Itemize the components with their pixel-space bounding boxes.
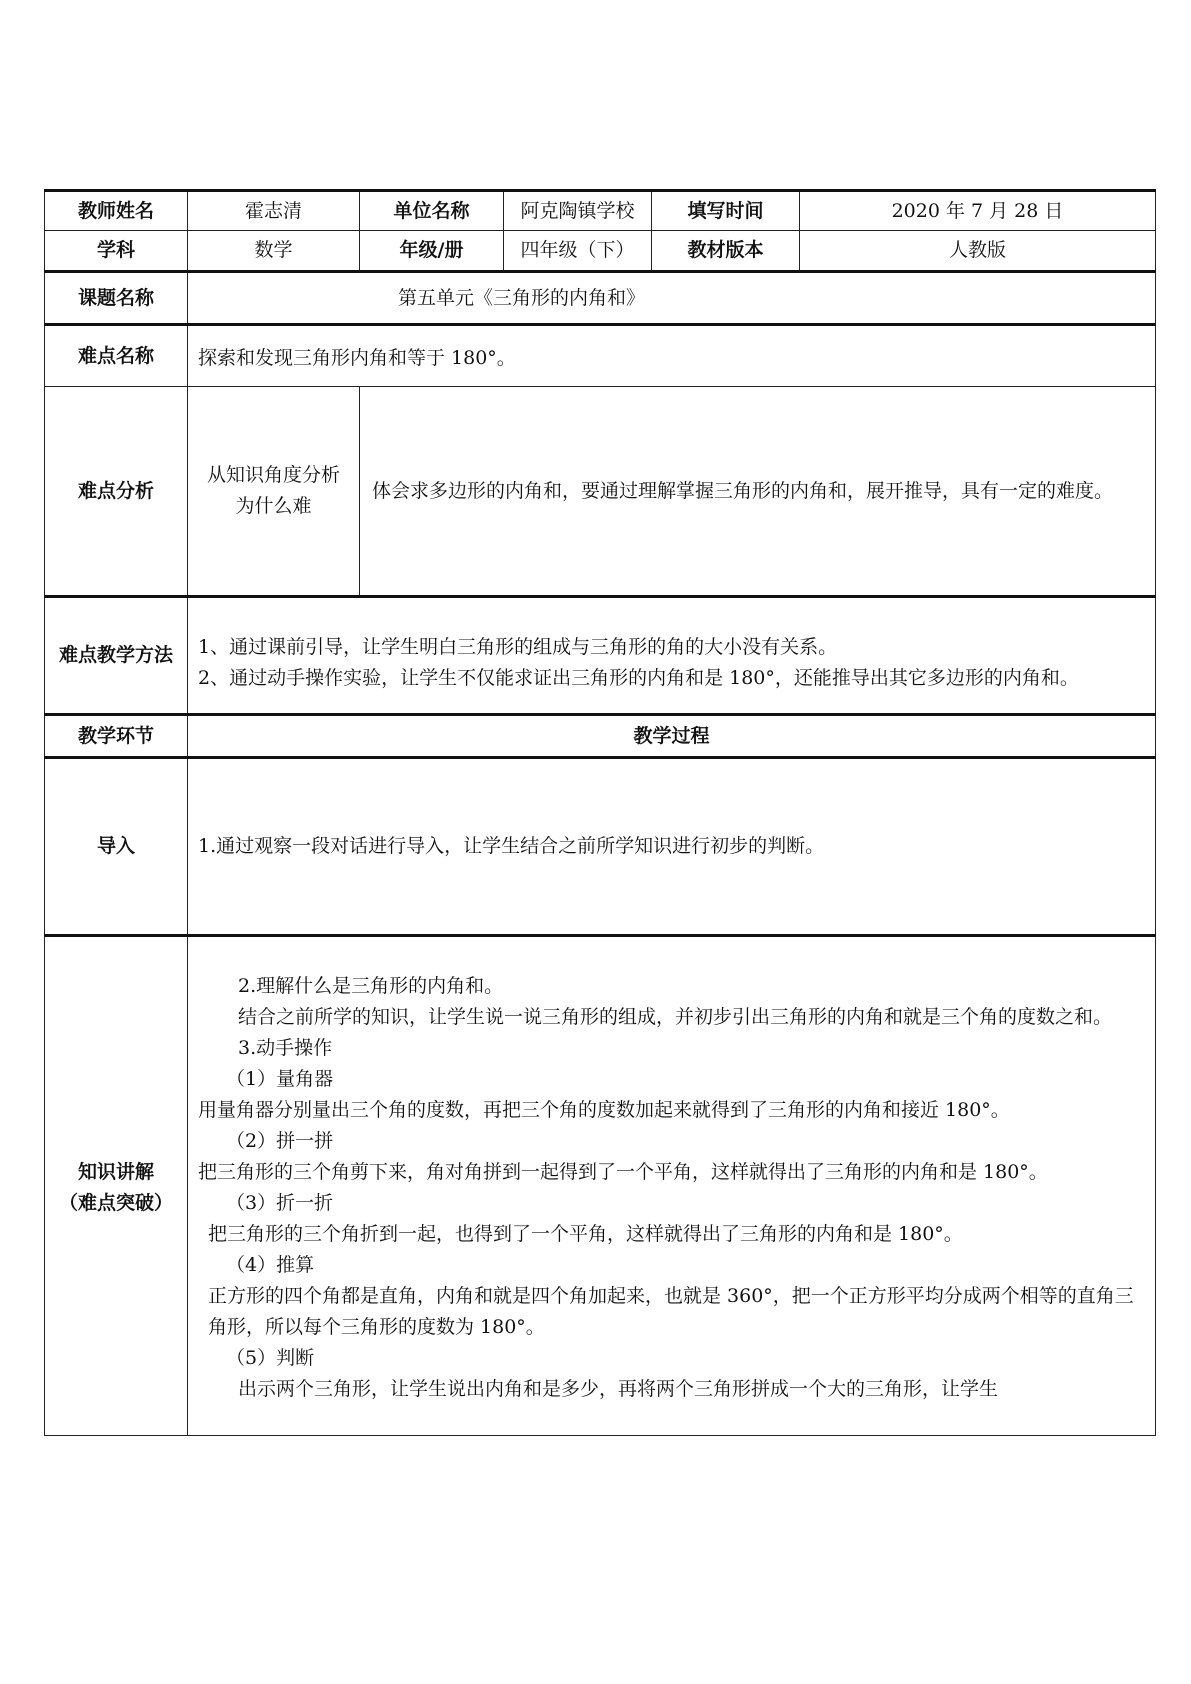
knowledge-line: 把三角形的三个角剪下来，角对角拼到一起得到了一个平角，这样就得出了三角形的内角和是 180°。	[198, 1161, 1048, 1183]
analysis-sub-label	[188, 387, 360, 597]
knowledge-line: （5）判断	[226, 1347, 315, 1369]
analysis-label: 难点分析	[45, 387, 188, 597]
subject-label: 学科	[45, 231, 188, 272]
method-value	[188, 597, 1156, 715]
header-row-2	[45, 231, 1156, 272]
knowledge-label-line1: 知识讲解	[77, 1161, 154, 1183]
knowledge-line: （3）折一折	[226, 1192, 334, 1214]
knowledge-line: （4）推算	[226, 1254, 315, 1276]
knowledge-line: （2）拼一拼	[226, 1130, 334, 1152]
knowledge-line: 结合之前所学的知识，让学生说一说三角形的组成，并初步引出三角形的内角和就是三个角的度数之和。	[238, 1006, 1113, 1028]
knowledge-line: 用量角器分别量出三个角的度数，再把三个角的度数加起来就得到了三角形的内角和接近 180°。	[198, 1099, 1010, 1121]
date-value: 2020 年 7 月 28 日	[800, 191, 1156, 231]
knowledge-line: 出示两个三角形，让学生说出内角和是多少，再将两个三角形拼成一个大的三角形，让学生	[238, 1378, 999, 1400]
knowledge-line: 把三角形的三个角折到一起，也得到了一个平角，这样就得出了三角形的内角和是 180°。	[208, 1223, 963, 1245]
analysis-sub-label-line1: 从知识角度分析	[206, 464, 340, 486]
grade-value: 四年级（下）	[504, 231, 652, 272]
method-line-1: 1、通过课前引导，让学生明白三角形的组成与三角形的角的大小没有关系。	[198, 635, 838, 658]
teacher-name: 霍志清	[188, 191, 360, 231]
intro-value: 1.通过观察一段对话进行导入，让学生结合之前所学知识进行初步的判断。	[188, 758, 1156, 936]
knowledge-label	[45, 936, 188, 1436]
difficulty-label: 难点名称	[45, 325, 188, 387]
knowledge-line: 正方形的四个角都是直角，内角和就是四个角加起来，也就是 360°，把一个正方形平均分成两个相等的直角三角形，所以每个三角形的度数为 180°。	[208, 1285, 1134, 1338]
header-row-1	[45, 191, 1156, 231]
teacher-label: 教师姓名	[45, 191, 188, 231]
intro-row	[45, 758, 1156, 936]
lesson-plan-table	[44, 189, 1156, 1436]
grade-label: 年级/册	[360, 231, 504, 272]
method-line-2: 2、通过动手操作实验，让学生不仅能求证出三角形的内角和是 180°，还能推导出其它多边形的内角和。	[198, 666, 1079, 689]
knowledge-line: 2.理解什么是三角形的内角和。	[238, 975, 504, 997]
unit-name: 阿克陶镇学校	[504, 191, 652, 231]
method-label: 难点教学方法	[45, 597, 188, 715]
process-stage-label: 教学环节	[45, 715, 188, 758]
edition-value: 人教版	[800, 231, 1156, 272]
difficulty-row	[45, 325, 1156, 387]
process-value-label: 教学过程	[188, 715, 1156, 758]
analysis-sub-label-line2: 为什么难	[235, 495, 312, 517]
edition-label: 教材版本	[652, 231, 800, 272]
knowledge-label-line2: （难点突破）	[58, 1192, 173, 1214]
analysis-row	[45, 387, 1156, 597]
knowledge-row	[45, 936, 1156, 1436]
knowledge-line: （1）量角器	[226, 1068, 334, 1090]
topic-value: 第五单元《三角形的内角和》	[188, 272, 1156, 325]
analysis-value: 体会求多边形的内角和，要通过理解掌握三角形的内角和，展开推导，具有一定的难度。	[360, 387, 1156, 597]
topic-label: 课题名称	[45, 272, 188, 325]
subject-value: 数学	[188, 231, 360, 272]
knowledge-line: 3.动手操作	[238, 1037, 333, 1059]
unit-label: 单位名称	[360, 191, 504, 231]
method-row	[45, 597, 1156, 715]
process-header-row	[45, 715, 1156, 758]
difficulty-value: 探索和发现三角形内角和等于 180°。	[188, 325, 1156, 387]
intro-label: 导入	[45, 758, 188, 936]
knowledge-content	[188, 936, 1156, 1436]
topic-row	[45, 272, 1156, 325]
date-label: 填写时间	[652, 191, 800, 231]
